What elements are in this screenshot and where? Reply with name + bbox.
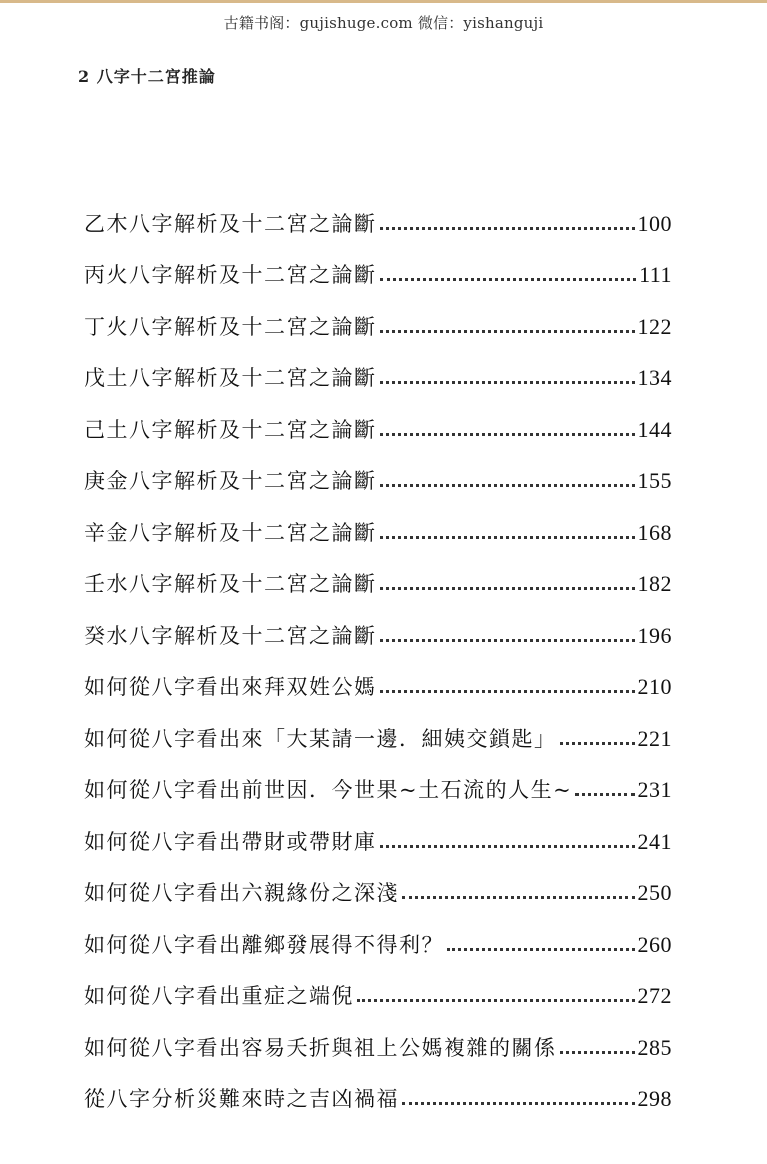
toc-entry-page-number: 182 (637, 571, 672, 596)
watermark-text: 古籍书阁：gujishuge.com 微信：yishanguji (223, 14, 544, 32)
toc-entry-page-number: 144 (637, 416, 672, 442)
toc-entry (84, 492, 672, 544)
dot-leader (560, 1051, 635, 1054)
dot-leader (447, 948, 635, 951)
toc-entry (84, 183, 672, 235)
toc-entry-title: 戊土八字解析及十二宮之論斷 (84, 366, 377, 390)
toc-entry-title: 辛金八字解析及十二宮之論斷 (84, 520, 377, 545)
toc-entry-page-number: 221 (637, 725, 672, 751)
running-header: 2 八字十二宮推論 (78, 67, 216, 86)
table-of-contents (84, 183, 672, 1110)
dot-leader (575, 793, 634, 796)
toc-entry-page-number: 100 (637, 210, 672, 236)
toc-entry-page-number: 155 (637, 468, 672, 493)
dot-leader (380, 484, 635, 487)
dot-leader (380, 536, 635, 539)
toc-entry-page-number: 134 (637, 365, 672, 390)
toc-entry (84, 235, 672, 287)
toc-entry-title: 如何從八字看出前世因．今世果~土石流的人生~ (84, 778, 573, 802)
toc-entry (84, 1059, 672, 1111)
dot-leader (380, 433, 635, 436)
toc-entry-page-number: 168 (637, 519, 672, 545)
toc-entry-title: 己土八字解析及十二宮之論斷 (84, 417, 377, 442)
toc-entry-title: 如何從八字看出重症之端倪 (84, 984, 354, 1008)
top-border-rule (0, 0, 767, 3)
toc-entry-page-number: 250 (637, 880, 672, 905)
toc-entry-page-number: 260 (637, 931, 672, 957)
toc-entry (84, 338, 672, 390)
dot-leader (402, 1102, 635, 1105)
dot-leader (560, 742, 635, 745)
dot-leader (380, 227, 635, 230)
toc-entry-title: 如何從八字看出帶財或帶財庫 (84, 829, 377, 854)
toc-entry (84, 801, 672, 853)
toc-entry (84, 904, 672, 956)
toc-entry (84, 698, 672, 750)
dot-leader (380, 845, 635, 848)
toc-entry-title: 乙木八字解析及十二宮之論斷 (84, 211, 377, 236)
toc-entry-title: 如何從八字看出容易夭折與祖上公媽複雜的關係 (84, 1035, 557, 1060)
toc-entry-page-number: 210 (637, 674, 672, 699)
toc-entry-title: 庚金八字解析及十二宮之論斷 (84, 469, 377, 493)
toc-entry (84, 389, 672, 441)
toc-entry-title: 癸水八字解析及十二宮之論斷 (84, 623, 377, 648)
toc-entry-page-number: 111 (639, 262, 672, 287)
toc-entry-title: 從八字分析災難來時之吉凶禍福 (84, 1087, 399, 1111)
toc-entry-page-number: 241 (637, 828, 672, 854)
toc-entry-title: 如何從八字看出來拜双姓公媽 (84, 675, 377, 699)
dot-leader (380, 690, 635, 693)
toc-entry-title: 如何從八字看出來「大某請一邊．細姨交鎖匙」 (84, 726, 557, 751)
toc-entry-page-number: 231 (637, 777, 672, 802)
toc-entry-page-number: 196 (637, 622, 672, 648)
toc-entry-page-number: 285 (637, 1034, 672, 1060)
toc-entry-title: 壬水八字解析及十二宮之論斷 (84, 572, 377, 596)
toc-entry (84, 1007, 672, 1059)
toc-entry (84, 595, 672, 647)
toc-entry-title: 丙火八字解析及十二宮之論斷 (84, 263, 377, 287)
toc-entry-page-number: 298 (637, 1086, 672, 1111)
toc-entry-title: 如何從八字看出離鄉發展得不得利？ (84, 932, 444, 957)
dot-leader (380, 381, 635, 384)
dot-leader (380, 639, 635, 642)
toc-entry-page-number: 122 (637, 313, 672, 339)
toc-entry-title: 如何從八字看出六親緣份之深淺 (84, 881, 399, 905)
toc-entry (84, 853, 672, 905)
dot-leader (380, 278, 637, 281)
dot-leader (402, 896, 635, 899)
dot-leader (380, 587, 635, 590)
toc-entry-page-number: 272 (637, 983, 672, 1008)
toc-entry (84, 544, 672, 596)
dot-leader (357, 999, 635, 1002)
toc-entry (84, 647, 672, 699)
toc-entry (84, 956, 672, 1008)
toc-entry (84, 286, 672, 338)
toc-entry (84, 750, 672, 802)
toc-entry-title: 丁火八字解析及十二宮之論斷 (84, 314, 377, 339)
toc-entry (84, 441, 672, 493)
dot-leader (380, 330, 635, 333)
